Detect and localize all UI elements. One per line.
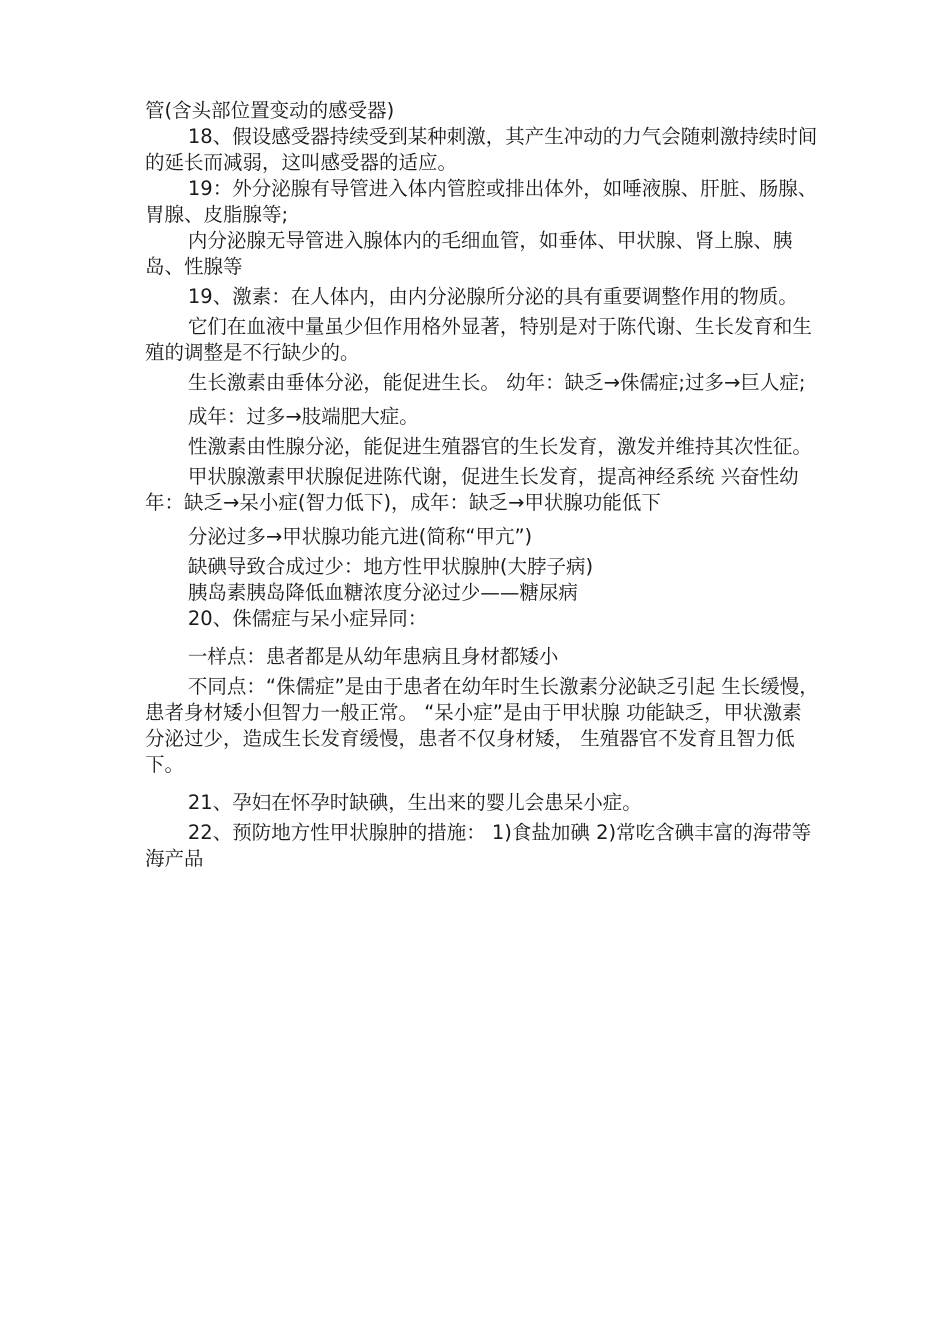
paragraph-thyroid-hormone: 甲状腺激素甲状腺促进陈代谢，促进生长发育，提高神经系统 兴奋性幼年：缺乏→呆小症(智力低下)，成年：缺乏→甲状腺功能低下: [145, 465, 799, 514]
paragraph-growth-hormone: 生长激素由垂体分泌，能促进生长。 幼年：缺乏→侏儒症;过多→巨人症;: [187, 371, 806, 394]
paragraph-hormone-effect: 它们在血液中量虽少但作用格外显著，特别是对于陈代谢、生长发育和生殖的调整是不行缺少的。: [145, 315, 812, 364]
paragraph-22: 22、预防地方性甲状腺肿的措施： 1)食盐加碘 2)常吃含碘丰富的海带等海产品: [145, 821, 812, 870]
paragraph-20-title: 20、侏儒症与呆小症异同：: [187, 607, 428, 630]
document-body: [145, 98, 820, 872]
paragraph-18-adaptation: 18、假设感受器持续受到某种刺激，其产生冲动的力气会随刺激持续时间的延长而减弱，这叫感受器的适应。: [145, 125, 818, 174]
paragraph-19-hormone: 19、激素：在人体内，由内分泌腺所分泌的具有重要调整作用的物质。: [187, 285, 798, 308]
paragraph-sex-hormone: 性激素由性腺分泌，能促进生殖器官的生长发育，激发并维持其次性征。: [187, 435, 812, 458]
paragraph-similarity: 一样点：患者都是从幼年患病且身材都矮小: [187, 645, 559, 668]
paragraph-19-exocrine: 19：外分泌腺有导管进入体内管腔或排出体外，如唾液腺、肝脏、肠腺、胃腺、皮脂腺等;: [145, 177, 818, 226]
paragraph-insulin: 胰岛素胰岛降低血糖浓度分泌过少——糖尿病: [187, 581, 578, 604]
paragraph-21: 21、孕妇在怀孕时缺碘，生出来的婴儿会患呆小症。: [187, 791, 642, 814]
paragraph-adult: 成年：过多→肢端肥大症。: [187, 405, 419, 428]
paragraph-continuation: 管(含头部位置变动的感受器): [145, 99, 395, 122]
paragraph-iodine-deficiency: 缺碘导致合成过少：地方性甲状腺肿(大脖子病): [187, 555, 594, 578]
paragraph-difference: 不同点：“侏儒症”是由于患者在幼年时生长激素分泌缺乏引起 生长缓慢，患者身材矮小但智力一般正常。 “呆小症”是由于甲状腺 功能缺乏，甲状激素分泌过少，造成生长发育缓慢，患者不仅身材矮， 生殖器官不发育且智力低下。: [145, 675, 819, 776]
paragraph-endocrine: 内分泌腺无导管进入腺体内的毛细血管，如垂体、甲状腺、肾上腺、胰岛、性腺等: [145, 229, 793, 278]
paragraph-hyperthyroid: 分泌过多→甲状腺功能亢进(简称“甲亢”): [187, 525, 533, 548]
